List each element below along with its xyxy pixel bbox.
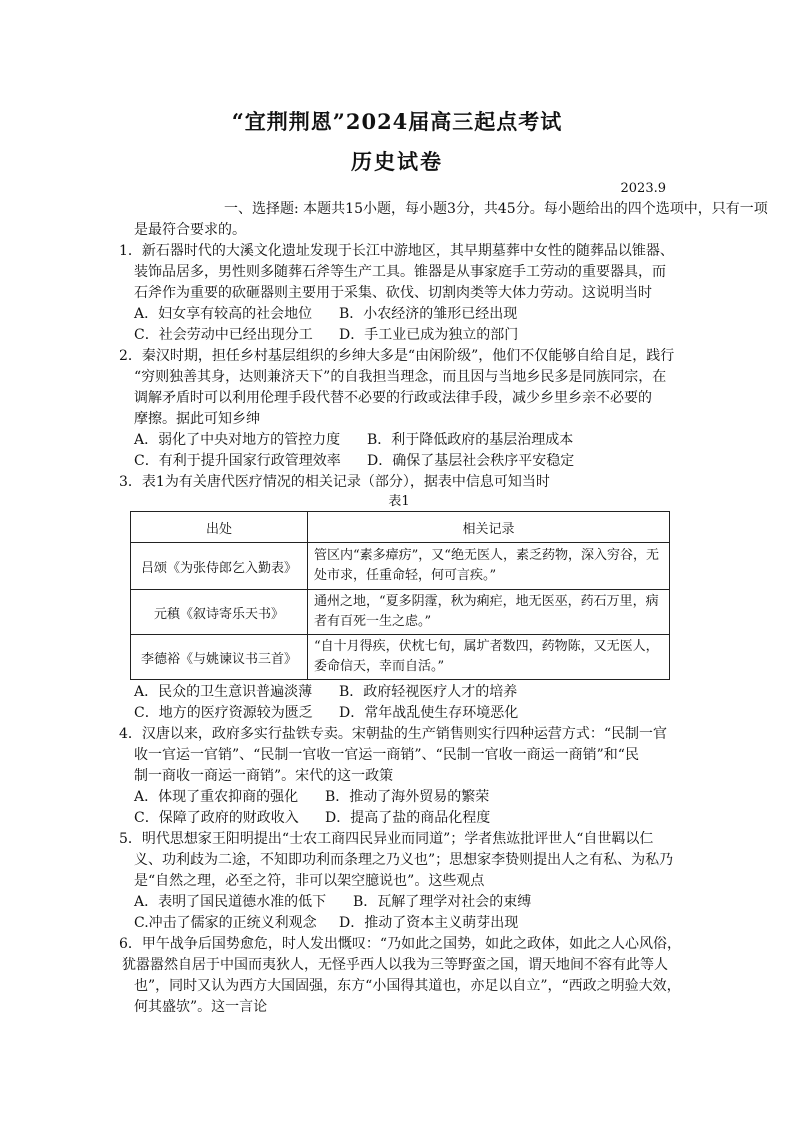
table-header-record: 相关记录: [308, 512, 670, 543]
table-cell-record: 管区内“素多瘴疠”，又“绝无医人，素乏药物，深入穷谷，无处市求，任重命轻，何可言疾。”: [308, 543, 670, 590]
question-5-line: 义、功利歧为二途，不知即功利而条理之乃义也”；思想家李贽则提出人之有私、为私乃: [134, 852, 674, 868]
option-a: A．民众的卫生意识普遍淡薄: [134, 684, 313, 700]
option-d: D．手工业已成为独立的部门: [339, 327, 519, 343]
question-4-options-ab: [119, 787, 679, 808]
question-6-line: 何其盛欤”。这一言论: [134, 999, 268, 1015]
table-cell-source: 李德裕《与姚谏议书三首》: [131, 635, 308, 680]
table-header-source: 出处: [131, 512, 308, 543]
option-b: B．利于降低政府的基层治理成本: [367, 432, 574, 448]
table-cell-record: “自十月得疾，伏枕七旬，属圹者数四，药物陈，又无医人，委命信天，幸而自活。”: [308, 635, 670, 680]
table-row: [131, 590, 670, 635]
option-c: C．社会劳动中已经出现分工: [134, 327, 313, 343]
question-5-options-ab: [119, 892, 679, 913]
option-d: D．确保了基层社会秩序平安稳定: [367, 453, 575, 469]
question-4-line: 4．汉唐以来，政府多实行盐铁专卖。宋朝盐的生产销售则实行四种运营方式：“民制一官: [119, 726, 668, 742]
option-b: B．政府轻视医疗人才的培养: [339, 684, 518, 700]
question-1-line: 石斧作为重要的砍砸器则主要用于采集、砍伐、切割肉类等大体力劳动。这说明当时: [134, 285, 652, 301]
question-1-line: 1．新石器时代的大溪文化遗址发现于长江中游地区，其早期墓葬中女性的随葬品以锥器、: [119, 243, 674, 259]
option-d: D．提高了盐的商品化程度: [325, 810, 491, 826]
question-3-options-cd: [119, 703, 679, 724]
option-b: B．推动了海外贸易的繁荣: [325, 789, 490, 805]
question-5-line: 是“自然之理，必至之符，非可以架空臆说也”。这些观点: [134, 873, 485, 889]
option-c: C．保障了政府的财政收入: [134, 810, 299, 826]
option-c: C．有利于提升国家行政管理效率: [134, 453, 341, 469]
question-4-options-cd: [119, 808, 679, 829]
question-5-options-cd: [119, 913, 679, 934]
question-6-line: 也”，同时又认为西方大国固强，东方“小国得其道也，亦足以自立”，“西政之明验大效，: [134, 978, 681, 994]
section-heading: 一、选择题: 本题共15小题，每小题3分，共45分。每小题给出的四个选项中，只有一项: [224, 201, 768, 217]
question-3-options-ab: [119, 682, 679, 703]
exam-subtitle: 历史试卷: [351, 149, 443, 174]
question-3-line: 3．表1为有关唐代医疗情况的相关记录（部分），据表中信息可知当时: [119, 474, 550, 490]
option-a: A．体现了重农抑商的强化: [134, 789, 299, 805]
exam-body: [119, 199, 768, 1018]
option-b: B．瓦解了理学对社会的束缚: [353, 894, 532, 910]
question-2-line: 摩擦。据此可知乡绅: [134, 411, 260, 427]
option-b: B．小农经济的雏形已经出现: [339, 306, 518, 322]
exam-title: “宜荆荆恩”2024届高三起点考试: [231, 109, 563, 134]
question-6-line: 6．甲午战争后国势愈危，时人发出慨叹：“乃如此之国势，如此之政体，如此之人心风俗，: [119, 936, 682, 952]
table-header-row: [131, 512, 670, 543]
question-2-options-cd: [119, 451, 679, 472]
exam-date: 2023.9: [620, 181, 666, 196]
option-a: A．妇女享有较高的社会地位: [134, 306, 313, 322]
question-4-line: 收一官运一官销”、“民制一官收一官运一商销”、“民制一官收一商运一商销”和“民: [134, 747, 639, 763]
option-c: C.冲击了儒家的正统义利观念: [134, 915, 317, 931]
table-row: [131, 635, 670, 680]
question-2-line: 调解矛盾时可以利用伦理手段代替不必要的行政或法律手段，减少乡里乡亲不必要的: [134, 390, 652, 406]
table-cell-source: 吕颂《为张侍郎乞入勤表》: [131, 543, 308, 590]
option-d: D．推动了资本主义萌芽出现: [339, 915, 519, 931]
question-4-line: 制一商收一商运一商销”。宋代的这一政策: [134, 768, 394, 784]
option-c: C．地方的医疗资源较为匮乏: [134, 705, 313, 721]
question-1-line: 装饰品居多，男性则多随葬石斧等生产工具。锥器是从事家庭手工劳动的重要器具，而: [134, 264, 666, 280]
question-6-line: 犹嚣嚣然自居于中国而夷狄人，无怪乎西人以我为三等野蛮之国，谓天地间不容有此等人: [122, 957, 668, 973]
table-cell-record: 通州之地，“夏多阴霪，秋为痢疟，地无医巫，药石万里，病者有百死一生之虑。”: [308, 590, 670, 635]
table-row: [131, 543, 670, 590]
question-1-options-ab: [119, 304, 679, 325]
question-1-options-cd: [119, 325, 679, 346]
option-a: A．弱化了中央对地方的管控力度: [134, 432, 341, 448]
table-caption: 表1: [388, 494, 410, 509]
question-5-line: 5．明代思想家王阳明提出“士农工商四民异业而同道”；学者焦竑批评世人“自世羁以仁: [119, 831, 654, 847]
question-2-options-ab: [119, 430, 679, 451]
option-a: A．表明了国民道德水准的低下: [134, 894, 327, 910]
option-d: D．常年战乱使生存环境恶化: [339, 705, 519, 721]
question-2-line: “穷则独善其身，达则兼济天下”的自我担当理念，而且因与当地乡民多是同族同宗，在: [134, 369, 667, 385]
table-cell-source: 元稹《叙诗寄乐天书》: [131, 590, 308, 635]
section-heading-cont: 是最符合要求的。: [134, 222, 246, 238]
medical-records-table: [130, 511, 670, 680]
question-2-line: 2．秦汉时期，担任乡村基层组织的乡绅大多是“由闲阶级”，他们不仅能够自给自足，践行: [119, 348, 675, 364]
